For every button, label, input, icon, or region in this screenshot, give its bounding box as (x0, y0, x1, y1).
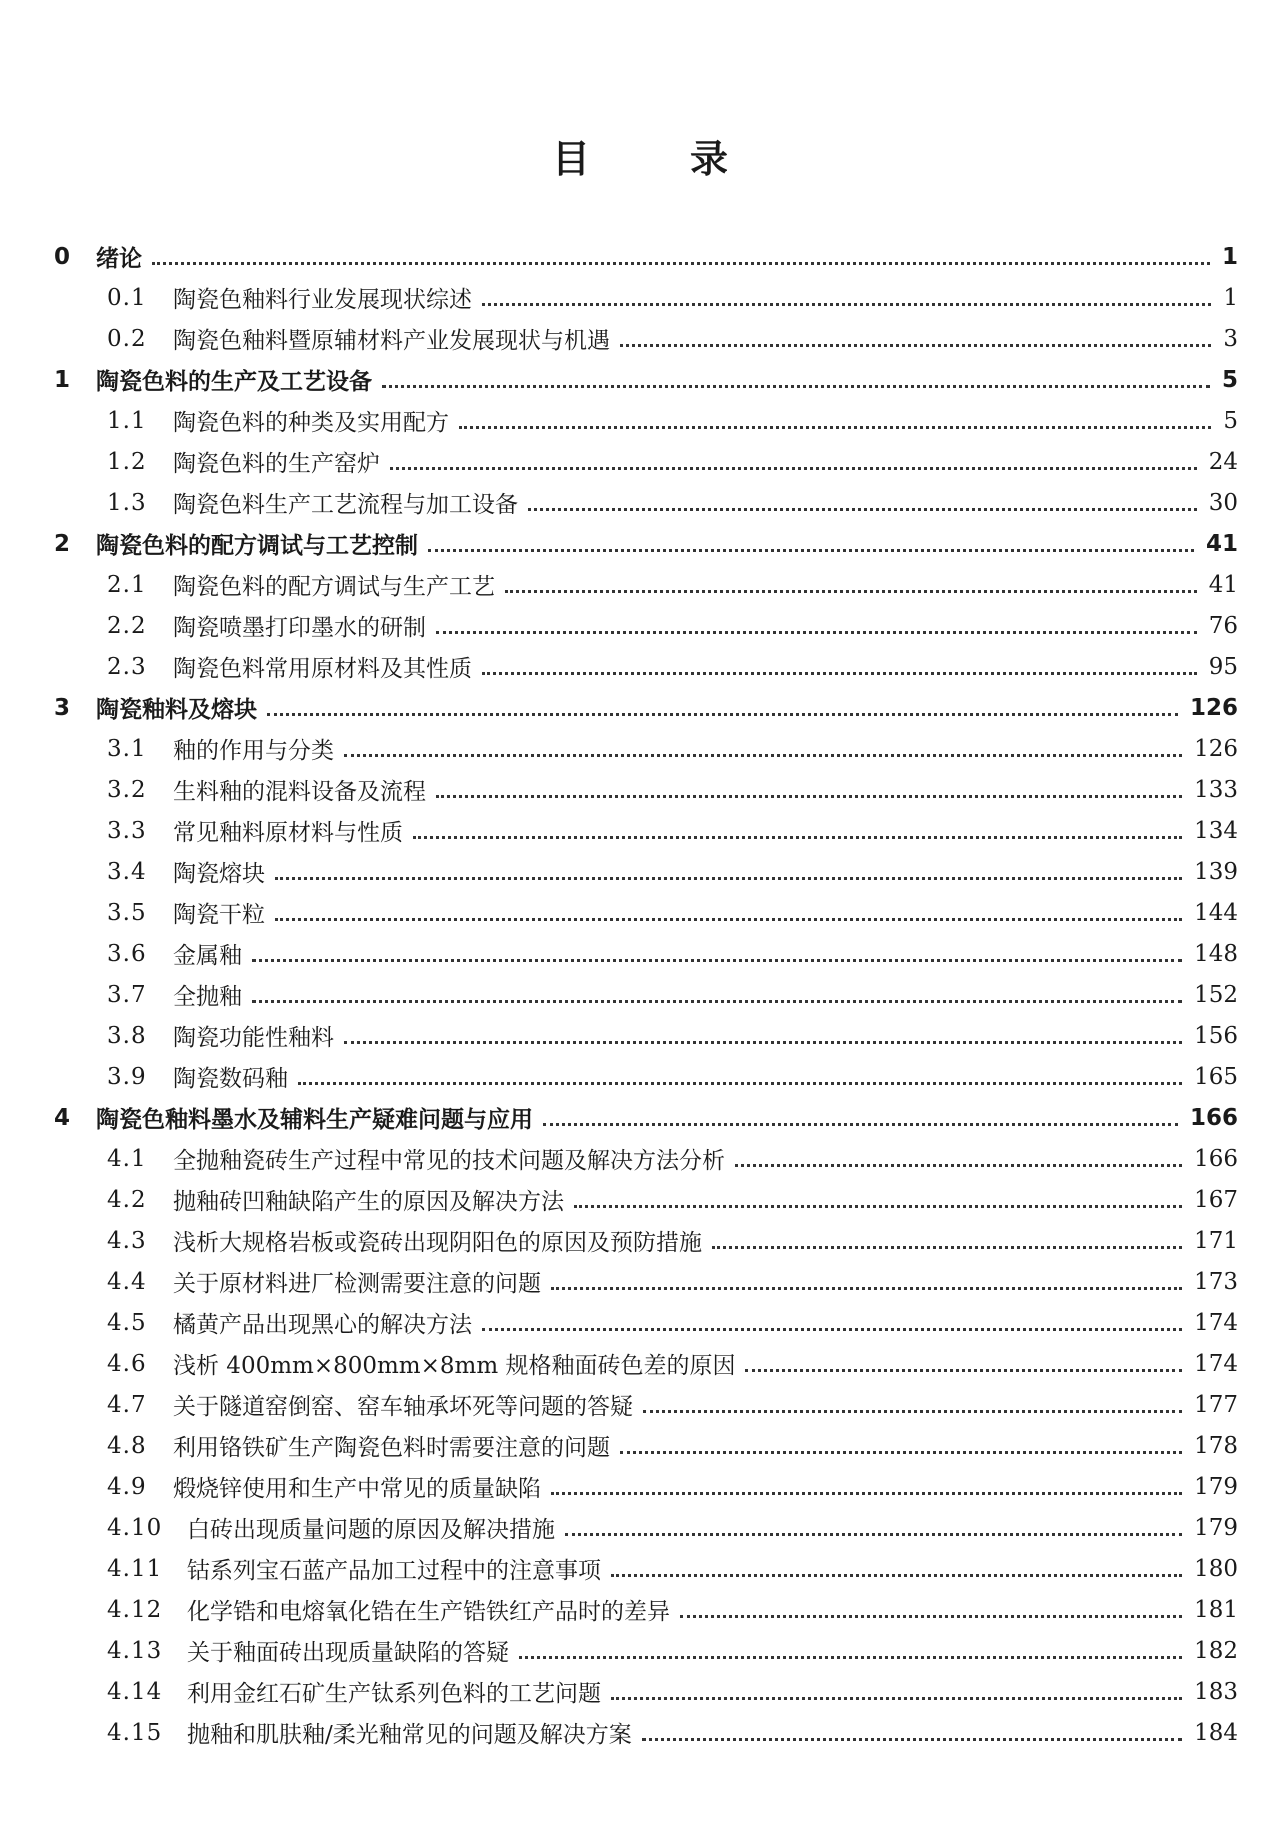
toc-entry-title: 钴系列宝石蓝产品加工过程中的注意事项 (187, 1558, 601, 1584)
toc-dot-leader (390, 467, 1197, 470)
toc-dot-leader (428, 549, 1194, 552)
toc-entry-number: 4.6 (107, 1350, 147, 1377)
toc-chapter-entry[interactable] (0, 523, 1284, 564)
toc-entry-title: 煅烧锌使用和生产中常见的质量缺陷 (173, 1476, 541, 1502)
toc-dot-leader (482, 303, 1211, 306)
toc-page-number: 156 (1194, 1022, 1238, 1049)
toc-entry-number: 3.4 (107, 858, 147, 885)
page-title-char-1: 目 (551, 137, 594, 181)
toc-entry-number: 1 (54, 366, 71, 393)
toc-entry-number: 1.2 (107, 448, 147, 475)
toc-section-entry[interactable] (0, 1589, 1284, 1630)
toc-page-number: 167 (1194, 1186, 1238, 1213)
toc-section-entry[interactable] (0, 1384, 1284, 1425)
toc-dot-leader (745, 1369, 1182, 1372)
toc-dot-leader (482, 1328, 1182, 1331)
toc-entry-number: 4.14 (107, 1678, 163, 1705)
toc-page-number: 152 (1194, 981, 1238, 1008)
toc-chapter-entry[interactable] (0, 1097, 1284, 1138)
toc-entry-number: 4.9 (107, 1473, 147, 1500)
toc-page-number: 181 (1194, 1596, 1238, 1623)
toc-entry-number: 0.2 (107, 325, 147, 352)
toc-entry-number: 4.10 (107, 1514, 163, 1541)
toc-entry-number: 4.2 (107, 1186, 147, 1213)
toc-entry-title: 化学锆和电熔氧化锆在生产锆铁红产品时的差异 (187, 1599, 670, 1625)
toc-section-entry[interactable] (0, 1138, 1284, 1179)
toc-page-number: 3 (1223, 325, 1238, 352)
table-of-contents (0, 236, 1284, 1753)
toc-entry-title: 陶瓷色料的种类及实用配方 (173, 410, 449, 436)
toc-entry-title: 关于原材料进厂检测需要注意的问题 (173, 1271, 541, 1297)
toc-dot-leader (459, 426, 1211, 429)
toc-section-entry[interactable] (0, 769, 1284, 810)
toc-entry-number: 3.2 (107, 776, 147, 803)
toc-page-number: 1 (1221, 243, 1238, 270)
toc-section-entry[interactable] (0, 933, 1284, 974)
toc-page-number: 126 (1194, 735, 1238, 762)
toc-entry-number: 3.5 (107, 899, 147, 926)
toc-entry-number: 2.3 (107, 653, 147, 680)
toc-dot-leader (519, 1656, 1182, 1659)
toc-dot-leader (505, 590, 1197, 593)
toc-dot-leader (344, 1041, 1182, 1044)
toc-entry-title: 陶瓷釉料及熔块 (96, 697, 257, 723)
toc-page-number: 180 (1194, 1555, 1238, 1582)
toc-page-number: 148 (1194, 940, 1238, 967)
toc-entry-title: 浅析大规格岩板或瓷砖出现阴阳色的原因及预防措施 (173, 1230, 702, 1256)
toc-entry-title: 陶瓷功能性釉料 (173, 1025, 334, 1051)
toc-dot-leader (436, 795, 1182, 798)
toc-section-entry[interactable] (0, 1466, 1284, 1507)
toc-entry-number: 4 (54, 1104, 71, 1131)
toc-entry-title: 陶瓷色釉料行业发展现状综述 (173, 287, 472, 313)
toc-entry-number: 4.13 (107, 1637, 163, 1664)
toc-page-number: 179 (1194, 1514, 1238, 1541)
toc-section-entry[interactable] (0, 1425, 1284, 1466)
toc-entry-title: 关于釉面砖出现质量缺陷的答疑 (187, 1640, 509, 1666)
toc-page-number: 178 (1194, 1432, 1238, 1459)
toc-entry-number: 4.3 (107, 1227, 147, 1254)
toc-dot-leader (482, 672, 1197, 675)
toc-page-number: 133 (1194, 776, 1238, 803)
toc-chapter-entry[interactable] (0, 359, 1284, 400)
toc-section-entry[interactable] (0, 1056, 1284, 1097)
toc-section-entry[interactable] (0, 851, 1284, 892)
toc-dot-leader (252, 1000, 1182, 1003)
toc-entry-number: 1.1 (107, 407, 147, 434)
toc-entry-number: 4.15 (107, 1719, 163, 1746)
toc-dot-leader (620, 344, 1211, 347)
toc-entry-title: 陶瓷喷墨打印墨水的研制 (173, 615, 426, 641)
toc-dot-leader (543, 1123, 1178, 1126)
toc-section-entry[interactable] (0, 482, 1284, 523)
toc-entry-title: 生料釉的混料设备及流程 (173, 779, 426, 805)
toc-dot-leader (436, 631, 1197, 634)
toc-entry-title: 常见釉料原材料与性质 (173, 820, 403, 846)
toc-page-number: 41 (1205, 530, 1238, 557)
toc-dot-leader (152, 262, 1210, 265)
toc-entry-number: 4.7 (107, 1391, 147, 1418)
toc-page-number: 183 (1194, 1678, 1238, 1705)
toc-page-number: 41 (1208, 571, 1238, 598)
toc-entry-title: 抛釉砖凹釉缺陷产生的原因及解决方法 (173, 1189, 564, 1215)
toc-dot-leader (642, 1738, 1182, 1741)
toc-section-entry[interactable] (0, 1548, 1284, 1589)
toc-page-number: 134 (1194, 817, 1238, 844)
toc-entry-number: 3.8 (107, 1022, 147, 1049)
toc-section-entry[interactable] (0, 277, 1284, 318)
toc-entry-number: 4.4 (107, 1268, 147, 1295)
toc-entry-title: 陶瓷色料生产工艺流程与加工设备 (173, 492, 518, 518)
toc-section-entry[interactable] (0, 646, 1284, 687)
toc-page-number: 182 (1194, 1637, 1238, 1664)
toc-section-entry[interactable] (0, 605, 1284, 646)
toc-dot-leader (413, 836, 1182, 839)
toc-section-entry[interactable] (0, 892, 1284, 933)
toc-dot-leader (620, 1451, 1182, 1454)
toc-entry-number: 2 (54, 530, 71, 557)
toc-entry-number: 3 (54, 694, 71, 721)
toc-entry-number: 3.3 (107, 817, 147, 844)
toc-section-entry[interactable] (0, 1343, 1284, 1384)
toc-entry-title: 陶瓷色料的生产窑炉 (173, 451, 380, 477)
toc-dot-leader (643, 1410, 1182, 1413)
toc-entry-title: 陶瓷干粒 (173, 902, 265, 928)
toc-section-entry[interactable] (0, 1220, 1284, 1261)
toc-dot-leader (267, 713, 1178, 716)
toc-page-number: 30 (1208, 489, 1238, 516)
toc-dot-leader (275, 918, 1182, 921)
toc-page-number: 139 (1194, 858, 1238, 885)
toc-page-number: 171 (1194, 1227, 1238, 1254)
toc-entry-title: 关于隧道窑倒窑、窑车轴承坏死等问题的答疑 (173, 1394, 633, 1420)
toc-section-entry[interactable] (0, 1671, 1284, 1712)
toc-section-entry[interactable] (0, 728, 1284, 769)
toc-section-entry[interactable] (0, 564, 1284, 605)
toc-entry-title: 陶瓷熔块 (173, 861, 265, 887)
toc-page-number: 166 (1194, 1145, 1238, 1172)
toc-entry-number: 0 (54, 243, 71, 270)
toc-entry-number: 3.9 (107, 1063, 147, 1090)
toc-entry-title: 釉的作用与分类 (173, 738, 334, 764)
toc-page-number: 24 (1208, 448, 1238, 475)
toc-entry-number: 4.12 (107, 1596, 163, 1623)
toc-page-number: 177 (1194, 1391, 1238, 1418)
toc-chapter-entry[interactable] (0, 687, 1284, 728)
toc-section-entry[interactable] (0, 1630, 1284, 1671)
toc-section-entry[interactable] (0, 1015, 1284, 1056)
toc-entry-title: 陶瓷数码釉 (173, 1066, 288, 1092)
toc-section-entry[interactable] (0, 974, 1284, 1015)
toc-page-number: 126 (1189, 694, 1238, 721)
toc-chapter-entry[interactable] (0, 236, 1284, 277)
toc-page-number: 174 (1194, 1309, 1238, 1336)
toc-entry-number: 0.1 (107, 284, 147, 311)
toc-dot-leader (680, 1615, 1182, 1618)
toc-section-entry[interactable] (0, 1179, 1284, 1220)
toc-entry-number: 3.6 (107, 940, 147, 967)
toc-page-number: 179 (1194, 1473, 1238, 1500)
toc-dot-leader (611, 1697, 1182, 1700)
toc-entry-title: 陶瓷色料的生产及工艺设备 (96, 369, 372, 395)
toc-entry-number: 4.11 (107, 1555, 163, 1582)
toc-dot-leader (275, 877, 1182, 880)
toc-page-number: 173 (1194, 1268, 1238, 1295)
toc-entry-title: 浅析 400mm×800mm×8mm 规格釉面砖色差的原因 (173, 1353, 736, 1379)
toc-entry-number: 3.7 (107, 981, 147, 1008)
toc-entry-title: 利用金红石矿生产钛系列色料的工艺问题 (187, 1681, 601, 1707)
toc-page-number: 184 (1194, 1719, 1238, 1746)
toc-entry-title: 白砖出现质量问题的原因及解决措施 (187, 1517, 555, 1543)
toc-dot-leader (382, 385, 1210, 388)
toc-dot-leader (344, 754, 1182, 757)
toc-entry-title: 陶瓷色釉料暨原辅材料产业发展现状与机遇 (173, 328, 610, 354)
toc-section-entry[interactable] (0, 1712, 1284, 1753)
toc-entry-title: 陶瓷色料的配方调试与工艺控制 (96, 533, 418, 559)
toc-section-entry[interactable] (0, 400, 1284, 441)
toc-section-entry[interactable] (0, 441, 1284, 482)
toc-entry-title: 利用铬铁矿生产陶瓷色料时需要注意的问题 (173, 1435, 610, 1461)
toc-dot-leader (551, 1492, 1182, 1495)
toc-page-number: 165 (1194, 1063, 1238, 1090)
toc-section-entry[interactable] (0, 1261, 1284, 1302)
toc-page-number: 1 (1223, 284, 1238, 311)
toc-entry-title: 陶瓷色料的配方调试与生产工艺 (173, 574, 495, 600)
toc-page-number: 144 (1194, 899, 1238, 926)
toc-dot-leader (252, 959, 1182, 962)
toc-entry-number: 2.1 (107, 571, 147, 598)
toc-dot-leader (298, 1082, 1182, 1085)
toc-section-entry[interactable] (0, 1507, 1284, 1548)
toc-entry-number: 4.8 (107, 1432, 147, 1459)
toc-entry-number: 3.1 (107, 735, 147, 762)
toc-section-entry[interactable] (0, 1302, 1284, 1343)
toc-entry-title: 抛釉和肌肤釉/柔光釉常见的问题及解决方案 (187, 1722, 632, 1748)
toc-dot-leader (611, 1574, 1182, 1577)
toc-page-number: 166 (1189, 1104, 1238, 1131)
toc-page-number: 174 (1194, 1350, 1238, 1377)
toc-dot-leader (528, 508, 1197, 511)
toc-entry-number: 4.5 (107, 1309, 147, 1336)
toc-dot-leader (551, 1287, 1182, 1290)
toc-entry-number: 1.3 (107, 489, 147, 516)
toc-entry-title: 陶瓷色料常用原材料及其性质 (173, 656, 472, 682)
toc-entry-title: 全抛釉 (173, 984, 242, 1010)
toc-page-number: 5 (1223, 407, 1238, 434)
toc-entry-title: 橘黄产品出现黑心的解决方法 (173, 1312, 472, 1338)
toc-entry-number: 4.1 (107, 1145, 147, 1172)
toc-entry-title: 陶瓷色釉料墨水及辅料生产疑难问题与应用 (96, 1107, 533, 1133)
page-title-char-2: 录 (690, 137, 733, 181)
toc-section-entry[interactable] (0, 318, 1284, 359)
toc-page-number: 5 (1221, 366, 1238, 393)
toc-section-entry[interactable] (0, 810, 1284, 851)
page-title (0, 128, 1284, 183)
toc-dot-leader (565, 1533, 1182, 1536)
toc-dot-leader (735, 1164, 1182, 1167)
toc-dot-leader (574, 1205, 1182, 1208)
toc-dot-leader (712, 1246, 1182, 1249)
toc-page-number: 95 (1208, 653, 1238, 680)
toc-entry-title: 金属釉 (173, 943, 242, 969)
toc-entry-title: 绪论 (96, 246, 142, 272)
toc-page-number: 76 (1208, 612, 1238, 639)
toc-entry-title: 全抛釉瓷砖生产过程中常见的技术问题及解决方法分析 (173, 1148, 725, 1174)
toc-entry-number: 2.2 (107, 612, 147, 639)
